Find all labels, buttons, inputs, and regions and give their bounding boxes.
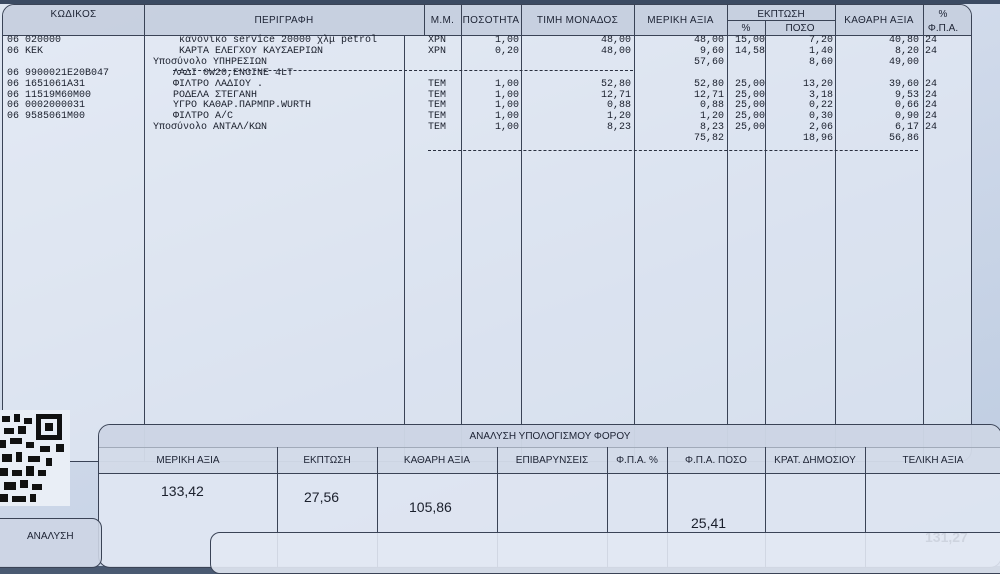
- cell-price: 8,23: [606, 122, 631, 134]
- table-row: [3, 35, 971, 46]
- header-partial-value: ΜΕΡΙΚΗ ΑΞΙΑ: [647, 14, 714, 26]
- tax-header-vat-pct: Φ.Π.Α. %: [616, 454, 658, 466]
- cell-vat: 24: [925, 35, 938, 46]
- cell-partial: 8,23: [699, 122, 724, 134]
- cell-price: 52,80: [600, 78, 631, 90]
- cell-price: 48,00: [600, 45, 631, 57]
- cell-disc-pct: 14,58: [734, 45, 765, 57]
- header-discount: ΕΚΠΤΩΣΗ: [757, 8, 805, 20]
- table-row: [3, 79, 971, 90]
- subtotal-separator: [428, 150, 918, 151]
- cell-price: 12,71: [600, 89, 631, 101]
- cell-disc-amt: 2,06: [808, 122, 833, 134]
- table-row: [3, 111, 971, 122]
- cell-partial: 1,20: [699, 111, 724, 123]
- cell-desc: ΦΙΛΤΡΟ Α/C: [173, 111, 234, 123]
- table-row: [3, 90, 971, 101]
- cell-qty: 1,00: [494, 78, 519, 90]
- cell-desc: Υποσύνολο ΥΠΗΡΕΣΙΩΝ: [153, 56, 268, 68]
- cell-price: 0,88: [606, 100, 631, 112]
- cell-disc-pct: 25,00: [734, 111, 765, 123]
- cell-qty: 1,00: [494, 100, 519, 112]
- tax-net-value: 105,86: [409, 499, 452, 515]
- table-header: [3, 5, 971, 36]
- tax-header-vat-amount: Φ.Π.Α. ΠΟΣΟ: [685, 454, 747, 466]
- cell-vat: 24: [925, 100, 938, 112]
- cell-vat: 24: [925, 89, 938, 101]
- cell-unit: ΤΕΜ: [428, 111, 447, 123]
- cell-net: 0,90: [894, 111, 919, 123]
- cell-net: 0,66: [894, 100, 919, 112]
- cell-disc-amt: 8,60: [808, 56, 833, 68]
- header-description: ΠΕΡΙΓΡΑΦΗ: [254, 14, 314, 26]
- cell-partial: 57,60: [693, 56, 724, 68]
- cell-net: 8,20: [894, 45, 919, 57]
- cell-disc-amt: 18,96: [802, 133, 833, 145]
- cell-partial: 0,88: [699, 100, 724, 112]
- subtotal-separator: [173, 70, 633, 71]
- tax-header-partial: ΜΕΡΙΚΗ ΑΞΙΑ: [156, 454, 220, 466]
- cell-code: 06 9900021E20B047: [7, 67, 110, 79]
- cell-code: 06 020000: [7, 35, 62, 46]
- tax-header-total: ΤΕΛΙΚΗ ΑΞΙΑ: [902, 454, 964, 466]
- cell-net: 39,60: [888, 78, 919, 90]
- items-table: [2, 4, 972, 462]
- cell-qty: 0,20: [494, 45, 519, 57]
- cell-disc-pct: 25,00: [734, 100, 765, 112]
- cell-unit: ΤΕΜ: [428, 89, 447, 101]
- table-row: [3, 100, 971, 111]
- cell-qty: 1,00: [494, 111, 519, 123]
- header-net-value: ΚΑΘΑΡΗ ΑΞΙΑ: [844, 14, 914, 26]
- cell-net: 56,86: [888, 133, 919, 145]
- cell-desc: ΚΑΡΤΑ ΕΛΕΓΧΟΥ ΚΑΥΣΑΕΡΙΩΝ: [179, 45, 324, 57]
- cell-code: 06 9585061M00: [7, 111, 86, 123]
- cell-net: 49,00: [888, 56, 919, 68]
- table-row: [3, 133, 971, 144]
- cell-disc-pct: 25,00: [734, 78, 765, 90]
- cell-desc: κανονικο service 20000 χλμ petrol: [179, 35, 378, 46]
- col-divider: [424, 5, 425, 35]
- header-discount-amount: ΠΟΣΟ: [785, 22, 815, 34]
- cell-disc-amt: 0,30: [808, 111, 833, 123]
- tax-vat-amount-value: 25,41: [691, 515, 727, 531]
- header-vat-pct: %: [938, 8, 948, 20]
- cell-desc: ΦΙΛΤΡΟ ΛΑΔΙΟΥ .: [173, 78, 264, 90]
- cell-partial: 9,60: [699, 45, 724, 57]
- analysis-label: ΑΝΑΛΥΣΗ: [27, 531, 74, 542]
- analysis-box: [0, 518, 102, 568]
- table-row: [3, 57, 971, 68]
- header-discount-pct: %: [741, 22, 751, 34]
- cell-vat: 24: [925, 111, 938, 123]
- header-vat: Φ.Π.Α.: [927, 22, 959, 34]
- cell-net: 9,53: [894, 89, 919, 101]
- analysis-content-box: [210, 532, 1000, 574]
- tax-analysis-title: ΑΝΑΛΥΣΗ ΥΠΟΛΟΓΙΣΜΟΥ ΦΟΡΟΥ: [99, 425, 1000, 448]
- discount-subdivider: [727, 20, 835, 21]
- cell-unit: ΧΡΝ: [428, 45, 447, 57]
- tax-header-stamp: ΚΡΑΤ. ΔΗΜΟΣΙΟΥ: [774, 454, 856, 466]
- cell-disc-amt: 7,20: [808, 35, 833, 46]
- cell-disc-amt: 3,18: [808, 89, 833, 101]
- cell-price: 48,00: [600, 35, 631, 46]
- cell-desc: ΥΓΡΟ ΚΑΘΑΡ.ΠΑΡΜΠΡ.WURTH: [173, 100, 312, 112]
- cell-desc: ΡΟΔΕΛΑ ΣΤΕΓΑΝΗ: [173, 89, 258, 101]
- cell-disc-amt: 13,20: [802, 78, 833, 90]
- cell-vat: 24: [925, 78, 938, 90]
- header-unit: Μ.Μ.: [430, 14, 455, 26]
- cell-code: 06 11519M60M00: [7, 89, 92, 101]
- tax-header-net: ΚΑΘΑΡΗ ΑΞΙΑ: [403, 454, 471, 466]
- tax-partial-value: 133,42: [161, 483, 204, 499]
- cell-vat: 24: [925, 45, 938, 57]
- cell-vat: 24: [925, 122, 938, 134]
- cell-disc-amt: 0,22: [808, 100, 833, 112]
- header-quantity: ΠΟΣΟΤΗΤΑ: [462, 14, 520, 26]
- cell-code: 06 1651061A31: [7, 78, 86, 90]
- cell-disc-pct: 15,00: [734, 35, 765, 46]
- cell-price: 1,20: [606, 111, 631, 123]
- cell-qty: 1,00: [494, 35, 519, 46]
- cell-desc: ΛΑΔΙ 0W20,ENGINE 4LT: [173, 67, 294, 79]
- table-row: [3, 122, 971, 133]
- cell-unit: ΧΡΝ: [428, 35, 447, 46]
- cell-partial: 48,00: [693, 35, 724, 46]
- tax-header-discount: ΕΚΠΤΩΣΗ: [303, 454, 351, 466]
- cell-desc: Υποσύνολο ΑΝΤΑΛ/ΚΩΝ: [153, 122, 268, 134]
- cell-qty: 1,00: [494, 89, 519, 101]
- header-code: ΚΩΔΙΚΟΣ: [50, 8, 97, 20]
- cell-unit: ΤΕΜ: [428, 122, 447, 134]
- cell-disc-pct: 25,00: [734, 122, 765, 134]
- cell-disc-amt: 1,40: [808, 45, 833, 57]
- cell-code: 06 0002000031: [7, 100, 86, 112]
- tax-header-charges: ΕΠΙΒΑΡΥΝΣΕΙΣ: [515, 454, 589, 466]
- cell-code: 06 ΚΕΚ: [7, 45, 44, 57]
- cell-unit: ΤΕΜ: [428, 78, 447, 90]
- cell-qty: 1,00: [494, 122, 519, 134]
- cell-net: 6,17: [894, 122, 919, 134]
- cell-partial: 75,82: [693, 133, 724, 145]
- cell-partial: 52,80: [693, 78, 724, 90]
- cell-disc-pct: 25,00: [734, 89, 765, 101]
- tax-discount-value: 27,56: [304, 489, 340, 505]
- cell-unit: ΤΕΜ: [428, 100, 447, 112]
- header-unit-price: ΤΙΜΗ ΜΟΝΑΔΟΣ: [536, 14, 619, 26]
- cell-net: 40,80: [888, 35, 919, 46]
- qr-code-icon: [0, 410, 70, 506]
- table-row: [3, 46, 971, 57]
- cell-partial: 12,71: [693, 89, 724, 101]
